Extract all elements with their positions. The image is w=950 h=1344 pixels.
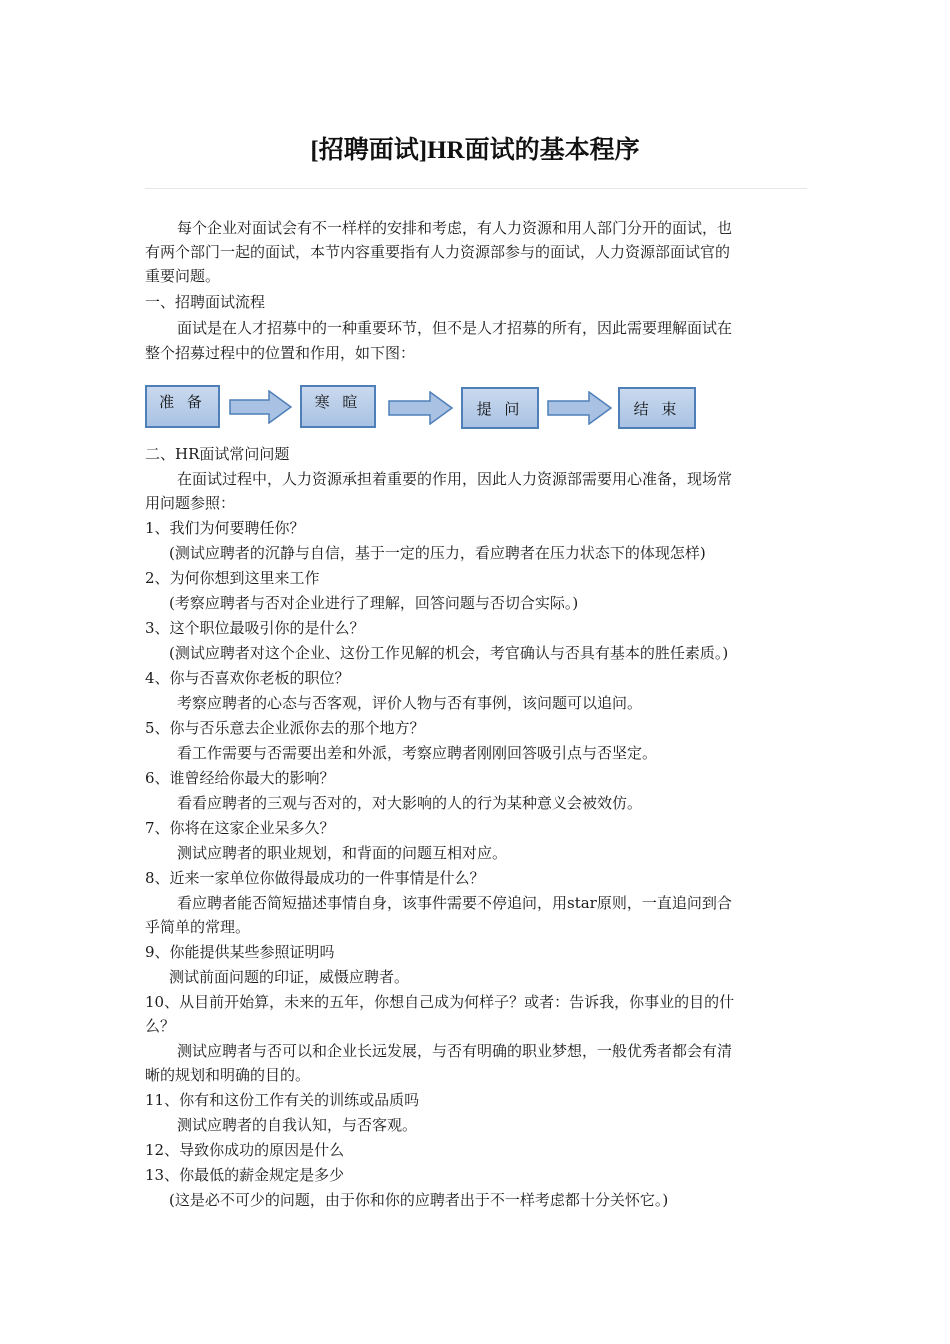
text-line: 测试前面问题的印证，威慑应聘者。: [169, 968, 410, 986]
text-line: 每个企业对面试会有不一样样的安排和考虑，有人力资源和用人部门分开的面试，也: [177, 219, 733, 237]
text-line: 二、HR面试常问问题: [145, 445, 290, 463]
text-line: 3、这个职位最吸引你的是什么？: [145, 619, 365, 637]
text-line: 2、为何你想到这里来工作: [145, 569, 320, 587]
text-line: 12、导致你成功的原因是什么: [145, 1141, 345, 1159]
flow-step-questions: 提 问: [461, 387, 539, 429]
text-line: 看应聘者能否简短描述事情自身，该事件需要不停追问，用star原则，一直追问到合: [177, 894, 732, 912]
text-line: 整个招募过程中的位置和作用，如下图：: [145, 344, 416, 362]
flow-step-greeting: 寒 暄: [300, 385, 376, 428]
text-line: 10、从目前开始算，未来的五年，你想自己成为何样子？或者：告诉我，你事业的目的什: [145, 993, 735, 1011]
text-line: 6、谁曾经给你最大的影响？: [145, 769, 335, 787]
text-line: 8、近来一家单位你做得最成功的一件事情是什么？: [145, 869, 485, 887]
text-line: 测试应聘者与否可以和企业长远发展，与否有明确的职业梦想，一般优秀者都会有清: [177, 1042, 733, 1060]
text-line: 看工作需要与否需要出差和外派，考察应聘者刚刚回答吸引点与否坚定。: [177, 744, 658, 762]
text-line: 考察应聘者的心态与否客观，评价人物与否有事例，该问题可以追问。: [177, 694, 643, 712]
text-line: 测试应聘者的职业规划，和背面的问题互相对应。: [177, 844, 508, 862]
title-divider: [145, 188, 807, 189]
text-line: 1、我们为何要聘任你？: [145, 519, 305, 537]
text-line: 一、招聘面试流程: [145, 293, 266, 311]
text-line: 乎简单的常理。: [145, 918, 251, 936]
flow-step-prepare: 准 备: [145, 385, 220, 428]
right-block-arrow-icon: [229, 390, 293, 424]
text-line: 13、你最低的薪金规定是多少: [145, 1166, 345, 1184]
page-title: [招聘面试]HR面试的基本程序: [310, 137, 640, 164]
text-line: (测试应聘者对这个企业、这份工作见解的机会，考官确认与否具有基本的胜任素质。): [169, 644, 729, 662]
text-line: (这是必不可少的问题，由于你和你的应聘者出于不一样考虑都十分关怀它。): [169, 1191, 669, 1209]
right-block-arrow-icon: [547, 391, 613, 425]
text-line: 测试应聘者的自我认知，与否客观。: [177, 1116, 418, 1134]
text-line: 11、你有和这份工作有关的训练或品质吗: [145, 1091, 420, 1109]
text-line: 看看应聘者的三观与否对的，对大影响的人的行为某种意义会被效仿。: [177, 794, 643, 812]
text-line: 晰的规划和明确的目的。: [145, 1066, 311, 1084]
text-line: 重要问题。: [145, 267, 221, 285]
flow-step-end: 结 束: [618, 387, 696, 429]
text-line: 面试是在人才招募中的一种重要环节，但不是人才招募的所有，因此需要理解面试在: [177, 319, 733, 337]
text-line: 在面试过程中，人力资源承担着重要的作用，因此人力资源部需要用心准备，现场常: [177, 470, 733, 488]
text-line: 5、你与否乐意去企业派你去的那个地方？: [145, 719, 425, 737]
right-block-arrow-icon: [388, 391, 454, 425]
text-line: 9、你能提供某些参照证明吗: [145, 943, 335, 961]
text-line: 用问题参照：: [145, 494, 236, 512]
text-line: (测试应聘者的沉静与自信，基于一定的压力，看应聘者在压力状态下的体现怎样): [169, 544, 706, 562]
text-line: 有两个部门一起的面试，本节内容重要指有人力资源部参与的面试，人力资源部面试官的: [145, 243, 731, 261]
text-line: (考察应聘者与否对企业进行了理解，回答问题与否切合实际。): [169, 594, 579, 612]
text-line: 4、你与否喜欢你老板的职位？: [145, 669, 350, 687]
text-line: 么？: [145, 1017, 176, 1035]
text-line: 7、你将在这家企业呆多久？: [145, 819, 335, 837]
